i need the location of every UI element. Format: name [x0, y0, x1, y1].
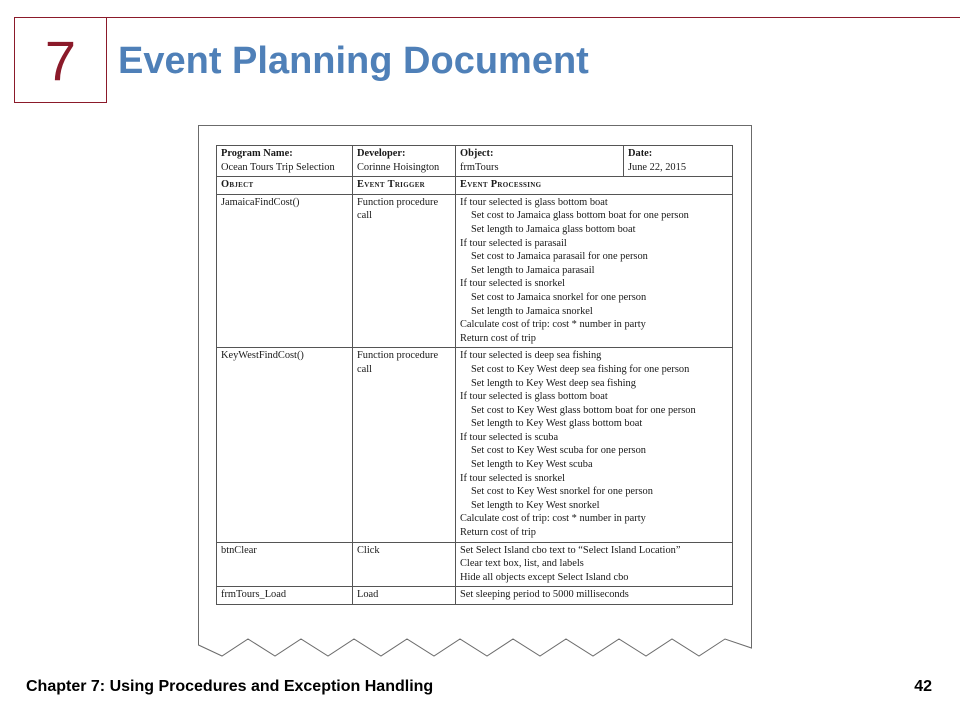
processing-step: Set length to Key West scuba — [471, 459, 593, 471]
table-row — [217, 194, 733, 348]
column-header-event-processing: Event Processing — [456, 177, 733, 195]
event-trigger-text: Load — [357, 589, 379, 601]
column-header-event-trigger: Event Trigger — [353, 177, 456, 195]
processing-step: Set length to Jamaica glass bottom boat — [471, 223, 636, 235]
program-name-value: Ocean Tours Trip Selection — [221, 161, 335, 173]
event-trigger-cell — [353, 194, 456, 348]
event-planning-document — [198, 125, 752, 660]
table-row — [217, 542, 733, 587]
processing-step: Set length to Jamaica parasail — [471, 264, 595, 276]
processing-step: If tour selected is scuba — [460, 431, 559, 443]
processing-step: Set sleeping period to 5000 milliseconds — [460, 589, 629, 601]
developer-cell — [353, 146, 456, 177]
processing-step: Set cost to Key West glass bottom boat for one person — [471, 404, 696, 416]
event-trigger-text: Click — [357, 544, 380, 556]
developer-label: Developer: — [357, 148, 406, 159]
object-cell — [456, 146, 624, 177]
object-value: frmTours — [460, 161, 499, 173]
event-processing-cell — [456, 587, 733, 605]
processing-step: Set cost to Jamaica parasail for one person — [471, 251, 648, 263]
processing-step: Set cost to Key West snorkel for one person — [471, 486, 653, 498]
processing-step: Hide all objects except Select Island cbo — [460, 571, 629, 583]
processing-step: Return cost of trip — [460, 332, 536, 344]
processing-step: Set length to Key West deep sea fishing — [471, 377, 636, 389]
processing-step: Calculate cost of trip: cost * number in party — [460, 319, 646, 331]
event-object-name: btnClear — [221, 544, 257, 556]
event-rows — [217, 194, 733, 604]
processing-step: If tour selected is snorkel — [460, 472, 566, 484]
date-label: Date: — [628, 148, 653, 159]
event-object-cell — [217, 587, 353, 605]
developer-value: Corinne Hoisington — [357, 161, 440, 173]
event-processing-cell — [456, 194, 733, 348]
processing-step: If tour selected is glass bottom boat — [460, 196, 608, 208]
processing-step: Set cost to Jamaica snorkel for one person — [471, 291, 647, 303]
processing-step: Clear text box, list, and labels — [460, 558, 584, 570]
event-trigger-text: call — [357, 363, 372, 375]
event-object-name: JamaicaFindCost() — [221, 196, 300, 208]
document-header-row — [217, 146, 733, 177]
processing-step: Calculate cost of trip: cost * number in party — [460, 513, 646, 525]
column-header-object: Object — [217, 177, 353, 195]
date-value: June 22, 2015 — [628, 161, 687, 173]
page-number: 42 — [914, 678, 932, 695]
slide-title: Event Planning Document — [118, 40, 589, 82]
event-trigger-text: Function procedure — [357, 196, 439, 208]
processing-step: Set Select Island cbo text to “Select Island Location” — [460, 544, 681, 556]
event-trigger-cell — [353, 348, 456, 542]
processing-step: Set cost to Jamaica glass bottom boat for one person — [471, 210, 689, 222]
event-object-cell — [217, 542, 353, 587]
processing-step: Set length to Jamaica snorkel — [471, 305, 593, 317]
table-row — [217, 587, 733, 605]
processing-step: Set length to Key West snorkel — [471, 499, 600, 511]
processing-step: If tour selected is parasail — [460, 237, 567, 249]
table-row — [217, 348, 733, 542]
event-processing-cell — [456, 348, 733, 542]
date-cell — [624, 146, 733, 177]
chapter-number: 7 — [44, 28, 77, 92]
processing-step: Set cost to Key West scuba for one person — [471, 445, 646, 457]
program-name-cell — [217, 146, 353, 177]
event-trigger-text: call — [357, 210, 372, 222]
event-trigger-cell — [353, 587, 456, 605]
event-object-cell — [217, 348, 353, 542]
event-trigger-text: Function procedure — [357, 350, 439, 362]
footer-chapter-title: Chapter 7: Using Procedures and Exception Handling — [26, 678, 434, 695]
event-processing-cell — [456, 542, 733, 587]
event-object-name: frmTours_Load — [221, 589, 287, 601]
header-rule — [14, 17, 960, 18]
event-object-cell — [217, 194, 353, 348]
processing-step: If tour selected is deep sea fishing — [460, 350, 602, 362]
object-label: Object: — [460, 148, 494, 159]
processing-step: Set length to Key West glass bottom boat — [471, 418, 643, 430]
event-object-name: KeyWestFindCost() — [221, 350, 304, 362]
processing-step: If tour selected is glass bottom boat — [460, 391, 608, 403]
processing-step: Return cost of trip — [460, 527, 536, 539]
event-planning-table — [216, 145, 733, 605]
column-header-row — [217, 177, 733, 195]
processing-step: Set cost to Key West deep sea fishing for one person — [471, 363, 690, 375]
chapter-number-box — [14, 17, 107, 103]
program-name-label: Program Name: — [221, 148, 293, 159]
event-trigger-cell — [353, 542, 456, 587]
processing-step: If tour selected is snorkel — [460, 278, 566, 290]
